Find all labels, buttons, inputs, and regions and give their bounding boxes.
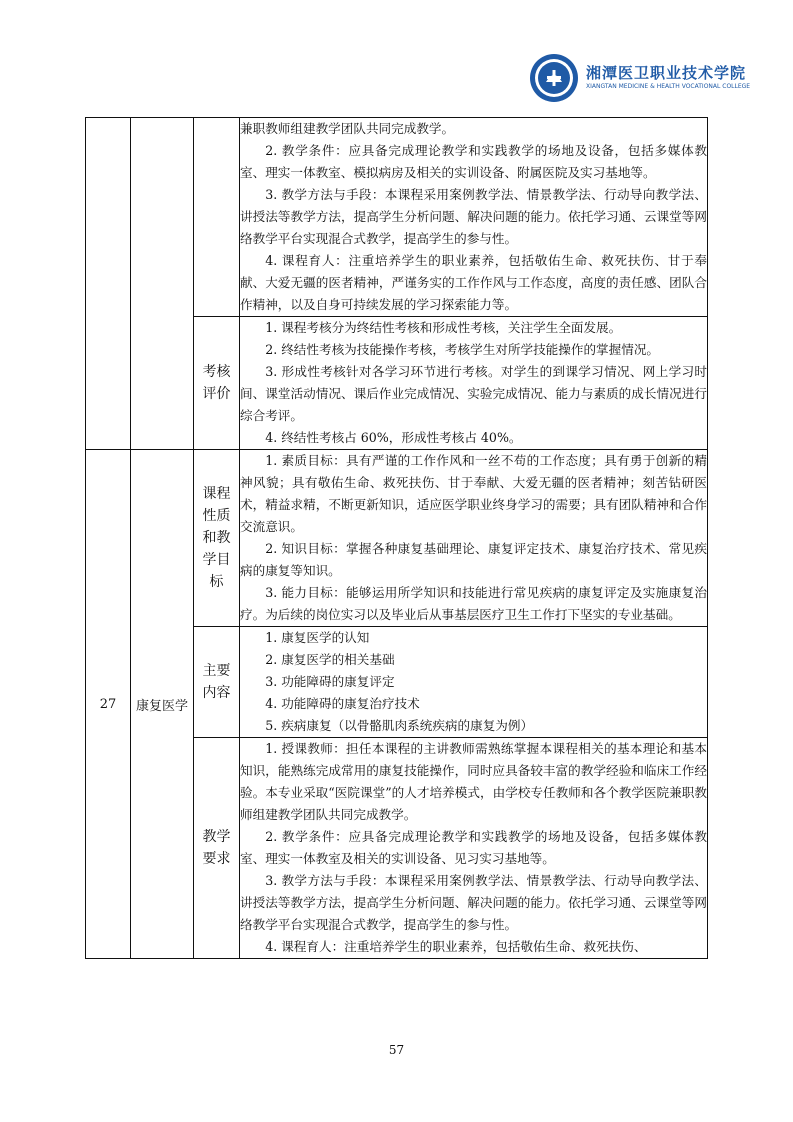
- paragraph: 2. 教学条件：应具备完成理论教学和实践教学的场地及设备，包括多媒体教室、理实一体教室及相关的实训设备、见习实习基地等。: [240, 829, 707, 866]
- course-name-cell: 康复医学: [131, 450, 194, 959]
- paragraph: 3. 教学方法与手段：本课程采用案例教学法、情景教学法、行动导向教学法、讲授法等教学方法，提高学生分析问题、解决问题的能力。依托学习通、云课堂等网络教学平台实现混合式教学，提高学生的参与性。: [240, 187, 707, 246]
- list-item: 4. 功能障碍的康复治疗技术: [265, 696, 420, 711]
- college-name-cn: 湘潭医卫职业技术学院: [586, 64, 747, 82]
- college-seal-icon: [528, 52, 580, 104]
- paragraph: 1. 素质目标：具有严谨的工作作风和一丝不苟的工作态度；具有勇于创新的精神风貌；具有敬佑生命、救死扶伤、甘于奉献、大爱无疆的医者精神；刻苦钻研医术，精益求精，不断更新知识，适应医学职业终身学习的需要；具有团队精神和合作交流意识。: [240, 453, 707, 534]
- list-item: 3. 功能障碍的康复评定: [265, 674, 395, 689]
- paragraph: 2. 教学条件：应具备完成理论教学和实践教学的场地及设备，包括多媒体教室、理实一体教室、模拟病房及相关的实训设备、附属医院及实习基地等。: [240, 143, 707, 180]
- paragraph: 3. 教学方法与手段：本课程采用案例教学法、情景教学法、行动导向教学法、讲授法等教学方法，提高学生分析问题、解决问题的能力。依托学习通、云课堂等网络教学平台实现混合式教学，提高学生的参与性。: [240, 873, 707, 932]
- section-label: 主要内容: [202, 663, 231, 701]
- table-row: [86, 450, 708, 627]
- objectives-content: [240, 450, 708, 627]
- paragraph: 1. 课程考核分为终结性考核和形成性考核，关注学生全面发展。: [265, 320, 622, 335]
- paragraph: 4. 课程育人：注重培养学生的职业素养，包括敬佑生命、救死扶伤、: [265, 939, 647, 954]
- list-item: 5. 疾病康复（以骨骼肌肉系统疾病的康复为例）: [265, 718, 534, 733]
- course-number-cell: [86, 118, 131, 450]
- paragraph: 3. 形成性考核针对各学习环节进行考核。对学生的到课学习情况、网上学习时间、课堂活动情况、课后作业完成情况、实验完成情况、能力与素质的成长情况进行综合考评。: [240, 364, 707, 423]
- teaching-requirements-content: [240, 738, 708, 959]
- section-label-cell: [194, 118, 240, 317]
- section-label: 考核评价: [202, 364, 231, 402]
- course-number-cell: 27: [86, 450, 131, 959]
- table-row: [86, 118, 708, 317]
- college-name-en: XIANGTAN MEDICINE & HEALTH VOCATIONAL COLLEGE: [586, 83, 751, 90]
- curriculum-table: [85, 117, 708, 959]
- paragraph: 兼职教师组建教学团队共同完成教学。: [240, 121, 455, 136]
- prev-assessment-content: [240, 317, 708, 450]
- paragraph: 2. 知识目标：掌握各种康复基础理论、康复评定技术、康复治疗技术、常见疾病的康复等知识。: [240, 541, 707, 578]
- college-logo: [528, 50, 758, 106]
- section-label-cell: [194, 450, 240, 627]
- section-label-cell: [194, 738, 240, 959]
- main-content-list: [240, 627, 708, 738]
- list-item: 2. 康复医学的相关基础: [265, 652, 395, 667]
- course-name-cell: [131, 118, 194, 450]
- paragraph: 4. 课程育人：注重培养学生的职业素养，包括敬佑生命、救死扶伤、甘于奉献、大爱无疆的医者精神，严谨务实的工作作风与工作态度，高度的责任感、团队合作精神，以及自身可持续发展的学习探索能力等。: [240, 253, 707, 312]
- paragraph: 1. 授课教师：担任本课程的主讲教师需熟练掌握本课程相关的基本理论和基本知识，能熟练完成常用的康复技能操作，同时应具备较丰富的教学经验和临床工作经验。本专业采取“医院课堂”的人才培养模式，由学校专任教师和各个教学医院兼职教师组建教学团队共同完成教学。: [240, 741, 707, 822]
- paragraph: 2. 终结性考核为技能操作考核，考核学生对所学技能操作的掌握情况。: [265, 342, 660, 357]
- section-label-cell: [194, 627, 240, 738]
- section-label: 教学要求: [202, 829, 231, 867]
- paragraph: 4. 终结性考核占 60%，形成性考核占 40%。: [265, 430, 522, 445]
- list-item: 1. 康复医学的认知: [265, 630, 370, 645]
- section-label: 课程性质和教学目标: [202, 486, 231, 590]
- paragraph: 3. 能力目标：能够运用所学知识和技能进行常见疾病的康复评定及实施康复治疗。为后续的岗位实习以及毕业后从事基层医疗卫生工作打下坚实的专业基础。: [240, 585, 707, 622]
- section-label-cell: [194, 317, 240, 450]
- prev-teaching-content: [240, 118, 708, 317]
- page-number: 57: [388, 1043, 405, 1057]
